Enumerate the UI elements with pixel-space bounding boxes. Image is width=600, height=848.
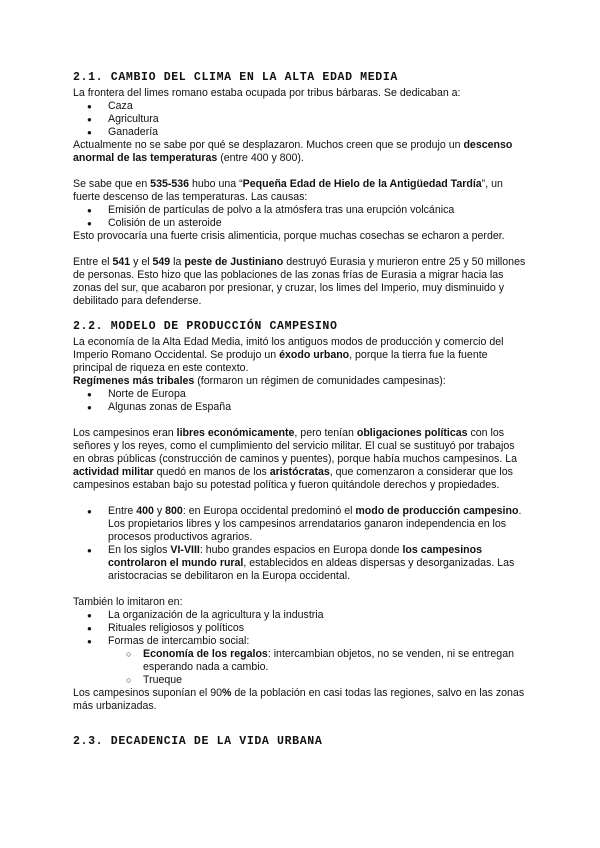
activities-list xyxy=(73,100,528,139)
paragraph-peasant-share: Los campesinos suponían el 90% de la población en casi todas las regiones, salvo en las zonas más urbanizadas. xyxy=(73,687,525,712)
paragraph-little-ice-age: Se sabe que en 535-536 hubo una “Pequeña Edad de Hielo de la Antigüedad Tardía”, un fuerte descenso de las temperaturas. Las causas: xyxy=(73,178,503,203)
list-item: ● Formas de intercambio social: xyxy=(73,635,528,648)
sublist-item: ○ Economía de los regalos: intercambian objetos, no se venden, ni se entregan esperando nada a cambio. xyxy=(73,648,528,674)
paragraph-limes: La frontera del limes romano estaba ocupada por tribus bárbaras. Se dedicaban a: xyxy=(73,87,461,99)
list-item: ● Emisión de partículas de polvo a la atmósfera tras una erupción volcánica xyxy=(73,204,528,217)
list-item: ● Caza xyxy=(73,100,528,113)
exchange-sublist xyxy=(73,648,528,687)
list-item: ● Norte de Europa xyxy=(73,388,528,401)
paragraph-economy: La economía de la Alta Edad Media, imitó los antiguos modos de producción y comercio del Imperio Romano Occidental. Se produjo un éxodo urbano, porque la tierra fue la fuente principal de riqueza en este contexto. xyxy=(73,336,504,374)
list-item: ● Entre 400 y 800: en Europa occidental predominó el modo de producción campesino. Los propietarios libres y los campesinos arrendatarios ganaron independencia en los procesos productivos agrarios. xyxy=(73,505,528,544)
paragraph-peasants: Los campesinos eran libres económicamente, pero tenían obligaciones políticas con los señores y los reyes, como el cumplimiento del servicio militar. El cual se sustituyó por trabajos en obras públicas (construcción de caminos y puentes), porque había muchos campesinos. La actividad militar quedó en manos de los aristócratas, que comenzaron a considerar que los campesinos estaban bajo su potestad política y fueron quitándole derechos y propiedades. xyxy=(73,427,518,491)
list-item: ● La organización de la agricultura y la industria xyxy=(73,609,528,622)
section-heading-2-2: 2.2. MODELO DE PRODUCCIÓN CAMPESINO xyxy=(73,320,338,333)
paragraph-also-imitated: También lo imitaron en: xyxy=(73,596,183,608)
list-item: ● En los siglos VI-VIII: hubo grandes espacios en Europa donde los campesinos controlaron el mundo rural, establecidos en aldeas dispersas y desorganizadas. Las aristocracias se debilitaron en la Europa occidental. xyxy=(73,544,528,583)
imitation-list xyxy=(73,609,528,648)
causes-list xyxy=(73,204,528,230)
paragraph-tribal-regimes: Regímenes más tribales (formaron un régimen de comunidades campesinas): xyxy=(73,375,446,387)
list-item: ● Ganadería xyxy=(73,126,528,139)
regions-list xyxy=(73,388,528,414)
periods-list xyxy=(73,505,528,583)
paragraph-plague: Entre el 541 y el 549 la peste de Justiniano destruyó Eurasia y murieron entre 25 y 50 millones de personas. Esto hizo que las poblaciones de las zonas frías de Eurasia a migrar hacia las zonas del sur, que acabaron por presionar, y cruzar, los limes del Imperio, muy disminuido y debilitado para defenderse. xyxy=(73,256,526,307)
paragraph-temperatures: Actualmente no se sabe por qué se desplazaron. Muchos creen que se produjo un descenso anormal de las temperaturas (entre 400 y 800). xyxy=(73,139,513,164)
sublist-item: ○ Trueque xyxy=(73,674,528,687)
list-item: ● Rituales religiosos y políticos xyxy=(73,622,528,635)
section-heading-2-3: 2.3. DECADENCIA DE LA VIDA URBANA xyxy=(73,735,323,748)
paragraph-food-crisis: Esto provocaría una fuerte crisis alimenticia, porque muchas cosechas se echaron a perder. xyxy=(73,230,505,242)
list-item: ● Algunas zonas de España xyxy=(73,401,528,414)
section-heading-2-1: 2.1. CAMBIO DEL CLIMA EN LA ALTA EDAD MEDIA xyxy=(73,71,398,84)
list-item: ● Colisión de un asteroide xyxy=(73,217,528,230)
list-item: ● Agricultura xyxy=(73,113,528,126)
document-page xyxy=(73,70,528,749)
